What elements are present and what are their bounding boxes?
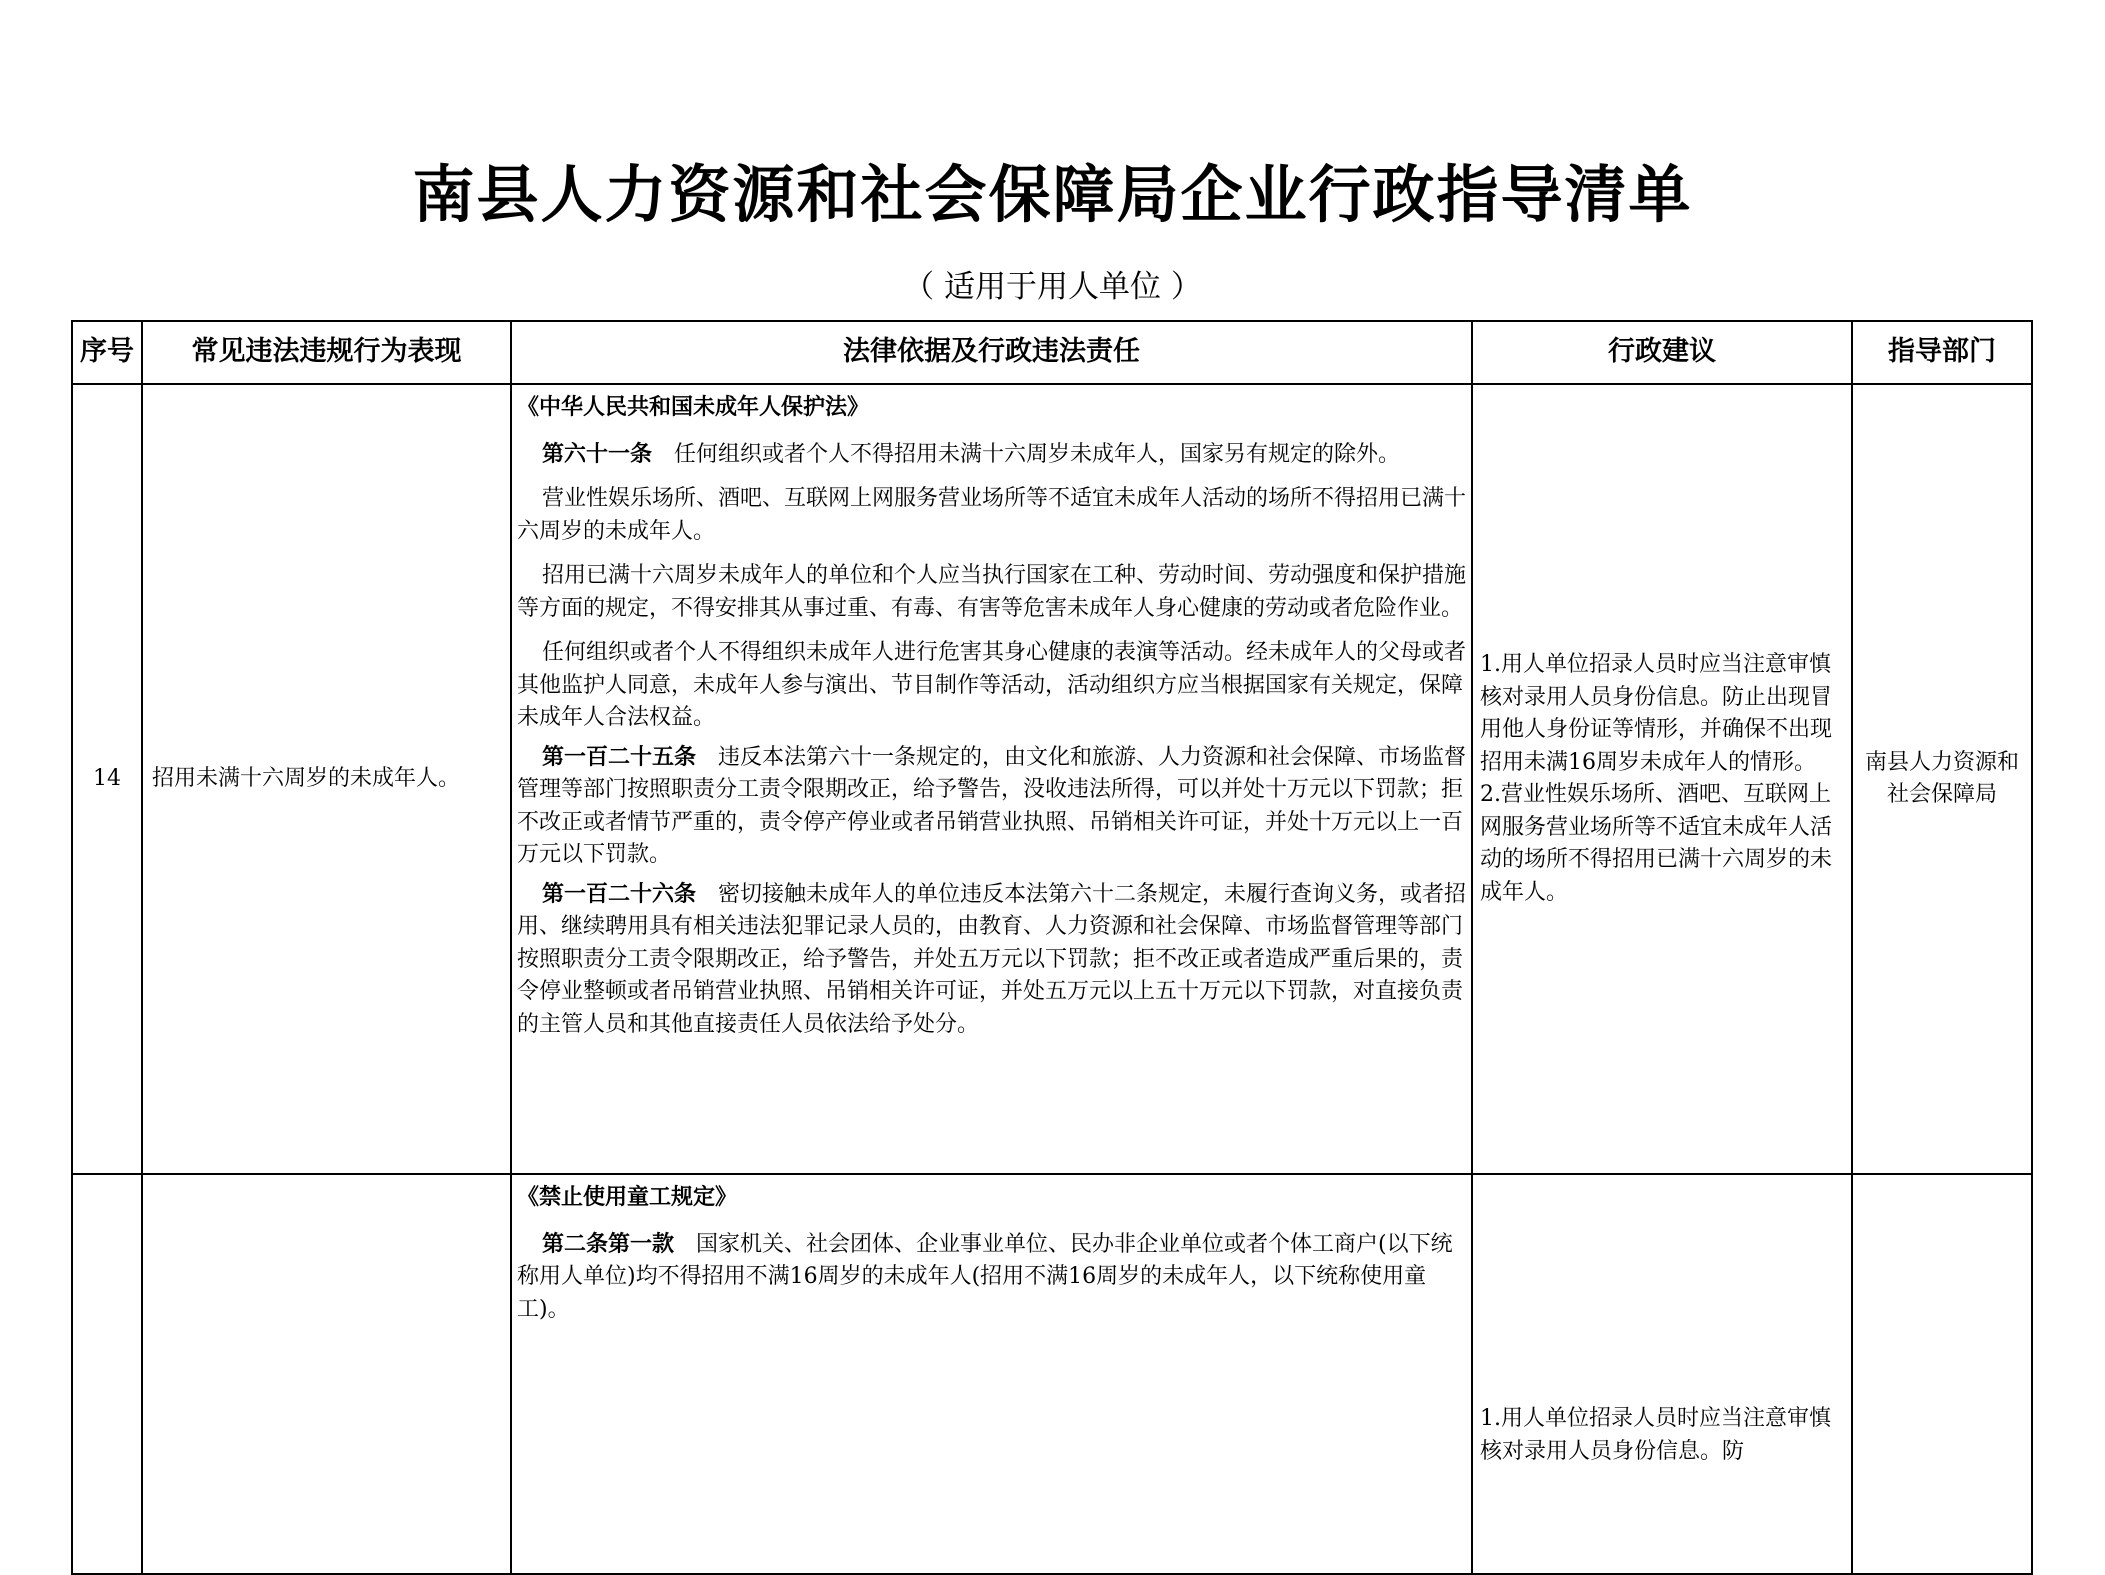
article-text: 密切接触未成年人的单位违反本法第六十二条规定，未履行查询义务，或者招用、继续聘用具有相关违法犯罪记录人员的，由教育、人力资源和社会保障、市场监督管理等部门按照职责分工责令限期改正，给予警告，并处五万元以下罚款；拒不改正或者造成严重后果的，责令停业整顿或者吊销营业执照、吊销相关许可证，并处五万元以上五十万元以下罚款，对直接负责的主管人员和其他直接责任人员依法给予处分。 (517, 881, 1467, 1037)
article-text: 营业性娱乐场所、酒吧、互联网上网服务营业场所等不适宜未成年人活动的场所不得招用已满十六周岁的未成年人。 (517, 486, 1467, 544)
article-text: 违反本法第六十一条规定的，由文化和旅游、人力资源和社会保障、市场监督管理等部门按照职责分工责令限期改正，给予警告，没收违法所得，可以并处十万元以下罚款；拒不改正或者情节严重的，责令停产停业或者吊销营业执照、吊销相关许可证，并处十万元以上一百万元以下罚款。 (517, 744, 1467, 867)
suggestion-item: 2.营业性娱乐场所、酒吧、互联网上网服务营业场所等不适宜未成年人活动的场所不得招用已满十六周岁的未成年人。 (1480, 782, 1833, 905)
header-department: 指导部门 (1852, 321, 2032, 384)
article-number: 第一百二十五条 (542, 743, 697, 770)
suggestion-item: 1.用人单位招录人员时应当注意审慎核对录用人员身份信息。防 (1480, 1406, 1831, 1464)
article-number: 第六十一条 (542, 440, 653, 467)
article-number: 第一百二十六条 (542, 880, 697, 907)
law-title: 《中华人民共和国未成年人保护法》 (517, 394, 870, 420)
header-number: 序号 (72, 321, 142, 384)
row-behavior (142, 1174, 511, 1574)
header-suggestion: 行政建议 (1472, 321, 1852, 384)
table-header-row (72, 321, 2032, 384)
legal-paragraph (517, 438, 1468, 472)
row-suggestion (1472, 1174, 1852, 1574)
row-department: 南县人力资源和社会保障局 (1852, 384, 2032, 1174)
legal-paragraph (517, 483, 1468, 548)
row-suggestion (1472, 384, 1852, 1174)
header-legal-basis: 法律依据及行政违法责任 (511, 321, 1472, 384)
table-row (72, 1174, 2032, 1574)
table-row (72, 384, 2032, 1174)
article-text: 国家机关、社会团体、企业事业单位、民办非企业单位或者个体工商户(以下统称用人单位)均不得招用不满16周岁的未成年人(招用不满16周岁的未成年人，以下统称使用童工)。 (517, 1231, 1453, 1322)
legal-paragraph (517, 560, 1468, 625)
row-behavior: 招用未满十六周岁的未成年人。 (142, 384, 511, 1174)
legal-paragraph (517, 1228, 1468, 1327)
legal-paragraph (517, 878, 1468, 1042)
row-number: 14 (72, 384, 142, 1174)
article-text: 招用已满十六周岁未成年人的单位和个人应当执行国家在工种、劳动时间、劳动强度和保护措施等方面的规定，不得安排其从事过重、有毒、有害等危害未成年人身心健康的劳动或者危险作业。 (517, 563, 1467, 621)
article-number: 第二条第一款 (542, 1230, 675, 1257)
guidance-table (71, 320, 2033, 1575)
legal-paragraph (517, 637, 1468, 735)
header-behavior: 常见违法违规行为表现 (142, 321, 511, 384)
guidance-table-container (71, 320, 2031, 1464)
law-title: 《禁止使用童工规定》 (517, 1184, 738, 1210)
article-text: 任何组织或者个人不得组织未成年人进行危害其身心健康的表演等活动。经未成年人的父母或者其他监护人同意，未成年人参与演出、节目制作等活动，活动组织方应当根据国家有关规定，保障未成年人合法权益。 (517, 640, 1467, 730)
page-subtitle: （ 适用于用人单位 ） (903, 269, 1202, 305)
row-number (72, 1174, 142, 1574)
article-text: 任何组织或者个人不得招用未满十六周岁未成年人，国家另有规定的除外。 (674, 441, 1401, 467)
legal-paragraph (517, 741, 1468, 872)
suggestion-item: 1.用人单位招录人员时应当注意审慎核对录用人员身份信息。防止出现冒用他人身份证等情形，并确保不出现招用未满16周岁未成年人的情形。 (1480, 652, 1833, 775)
row-legal-basis (511, 1174, 1472, 1574)
row-department (1852, 1174, 2032, 1574)
row-legal-basis (511, 384, 1472, 1174)
page-title: 南县人力资源和社会保障局企业行政指导清单 (412, 158, 1693, 231)
